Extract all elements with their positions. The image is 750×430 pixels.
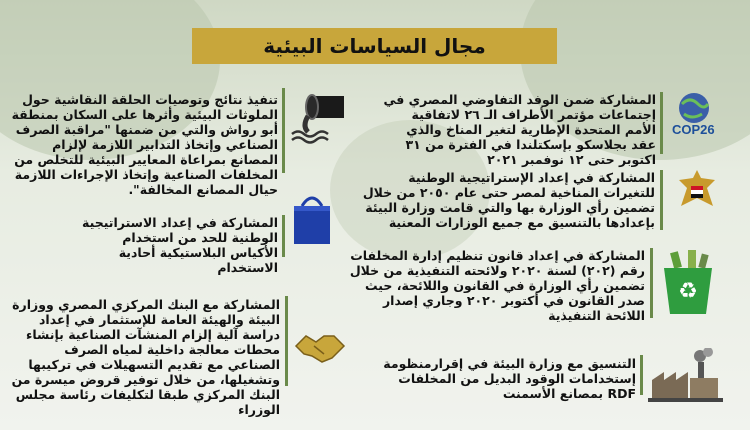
recycle-bin-icon [658, 248, 718, 318]
plastic-bags-text: المشاركة في إعداد الاستراتيجية الوطنية للحد من استخدام الأكياس البلاستيكية أحادية الاستخدام [82, 215, 278, 275]
accent-bar [660, 92, 663, 154]
page-title-text: مجال السياسات البيئية [263, 34, 486, 58]
rdf-text: التنسيق مع وزارة البيئة في إقرارمنظومة إستخدامات الوقود البديل من المخلفات RDF بمصانع الأسمنت [383, 356, 636, 401]
accent-bar [282, 215, 285, 257]
cop26-logo [668, 86, 720, 146]
svg-text:♻: ♻ [678, 279, 698, 304]
factory-drawing [648, 348, 723, 404]
eagle-icon [676, 168, 718, 218]
factory-icon [648, 348, 723, 404]
waste-law-text: المشاركة في إعداد قانون تنظيم إدارة المخلفات رقم (٢٠٢) لسنة ٢٠٢٠ ولائحته التنفيذية من خلال تضمين رأي الوزارة في القانون واللائحة، حيث صدر القانون في أكتوبر ٢٠٢٠ وجاري إصدار اللائحة التنفيذية [349, 248, 645, 323]
shopping-bag-icon [290, 192, 334, 246]
accent-bar [650, 248, 653, 318]
accent-bar [640, 355, 643, 395]
accent-bar [660, 170, 663, 230]
egypt-emblem [676, 168, 718, 218]
pollutants-text: تنفيذ نتائج وتوصيات الحلقة النقاشية حول الملوثات البيئية وأثرها على السكان بمنطقة أبو رواش والتي من ضمنها "مراقبة الصرف الصناعي وإتخاذ التدابير اللازمة لإلزام المصانع بمراعاة المعايير البيئية للتخلص من المخلفات الصناعية وإتخاذ الإجراءات اللازمة حيال المصانع المخالفة". [11, 92, 278, 197]
handshake-icon [294, 326, 346, 366]
accent-bar [282, 88, 285, 173]
pipe-discharge-icon [290, 86, 350, 144]
handshake-drawing [294, 326, 346, 366]
climate-strategy-text: المشاركة في إعداد الإستراتيجية الوطنية للتغيرات المناخية لمصر حتى عام ٢٠٥٠ من خلال تضمين رأي الوزارة بها والتي قامت وزارة البيئة بإعدادها بالتنسيق مع جميع الوزارات المعنية [362, 170, 655, 230]
accent-bar [285, 296, 288, 386]
cop26-text: المشاركة ضمن الوفد التفاوضي المصري في إجتماعات مؤتمر الأطراف الـ ٢٦ لاتفاقية الأمم المتحدة الإطارية لتغير المناخ والذي عقد بجلاسكو بإسكتلندا في الفترة من ٣١ اكتوبر حتى ١٢ نوفمبر ٢٠٢١ [383, 92, 656, 167]
central-bank-text: المشاركة مع البنك المركزي المصري ووزارة البيئة والهيئة العامة للإستثمار في إعداد دراسة آلية إلزام المنشآت الصناعية بإنشاء محطات معالجة داخلية لمياه الصرف الصناعي مع تقديم التسهيلات في تركيبها وتشغيلها، من خلال توفير قروض ميسرة من البنك المركزي طبقا لتكليفات رئاسة مجلس الوزراء [11, 297, 280, 417]
bag-icon [290, 192, 334, 246]
recycle-icon [658, 248, 718, 318]
page-title [192, 28, 557, 64]
pipe-icon [290, 86, 350, 144]
cop26-logo-text: COP26 [672, 122, 715, 137]
earth-icon [668, 86, 720, 146]
